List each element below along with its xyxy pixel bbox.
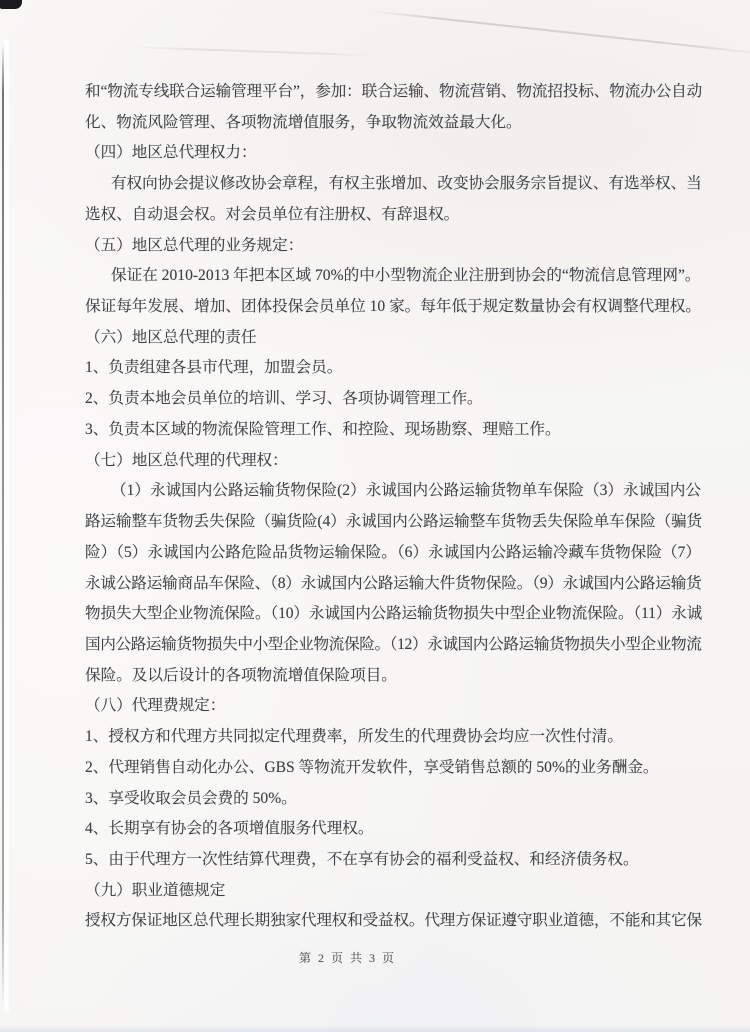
document-line: （五）地区总代理的业务规定： bbox=[85, 236, 304, 254]
document-line: 2、负责本地会员单位的培训、学习、各项协调管理工作。 bbox=[85, 390, 483, 408]
document-line: 授权方保证地区总代理长期独家代理权和受益权。代理方保证遵守职业道德，不能和其它保 bbox=[85, 912, 702, 930]
scan-corner-mark bbox=[0, 0, 22, 9]
document-line: 保证每年发展、增加、团体投保会员单位 10 家。每年低于规定数量协会有权调整代理权。 bbox=[85, 298, 701, 316]
page-footer: 第 2 页 共 3 页 bbox=[299, 951, 395, 965]
document-line: （七）地区总代理的代理权： bbox=[85, 451, 288, 469]
document-line: 险）（5）永诚国内公路危险品货物运输保险。（6）永诚国内公路运输冷藏车货物保险（7） bbox=[85, 543, 701, 561]
document-line: （四）地区总代理权力： bbox=[85, 144, 257, 162]
document-line: 4、长期享有协会的各项增值服务代理权。 bbox=[85, 820, 374, 838]
document-line: 3、享受收取会员会费的 50%。 bbox=[85, 789, 297, 807]
paper-crease-2 bbox=[130, 46, 375, 57]
document-line: 3、负责本区域的物流保险管理工作、和控险、现场勘察、理赔工作。 bbox=[85, 420, 561, 438]
scan-bottom-shadow bbox=[0, 1025, 750, 1032]
scan-edge-line bbox=[2, 44, 4, 1006]
document-line: （六）地区总代理的责任 bbox=[85, 328, 257, 346]
document-line: 路运输整车货物丢失保险（骗货险(4）永诚国内公路运输整车货物丢失保险单车保险（骗货 bbox=[85, 513, 703, 531]
document-line: （八）代理费规定： bbox=[85, 697, 226, 715]
document-body bbox=[85, 77, 702, 937]
paper-crease bbox=[370, 10, 750, 55]
document-line: 有权向协会提议修改协会章程，有权主张增加、改变协会服务宗旨提议、有选举权、当 bbox=[111, 175, 702, 193]
scan-edge-highlight bbox=[4, 40, 9, 1012]
document-line: 永诚公路运输商品车保险、（8）永诚国内公路运输大件货物保险。（9）永诚国内公路运输货 bbox=[85, 574, 702, 592]
document-line: 1、负责组建各县市代理，加盟会员。 bbox=[85, 359, 343, 377]
document-line: 化、物流风险管理、各项物流增值服务，争取物流效益最大化。 bbox=[85, 113, 522, 131]
document-line: （九）职业道德规定 bbox=[85, 881, 226, 899]
document-line: 保险。及以后设计的各项物流增值保险项目。 bbox=[85, 666, 397, 684]
document-line: 和“物流专线联合运输管理平台”，参加：联合运输、物流营销、物流招投标、物流办公自动 bbox=[85, 83, 703, 100]
document-line: 保证在 2010-2013 年把本区域 70%的中小型物流企业注册到协会的“物流信息管理网”。 bbox=[111, 267, 701, 285]
document-line: 国内公路运输货物损失中小型企业物流保险。（12）永诚国内公路运输货物损失小型企业物流 bbox=[85, 635, 702, 653]
document-line: 物损失大型企业物流保险。（10）永诚国内公路运输货物损失中型企业物流保险。（11）永诚 bbox=[85, 605, 703, 623]
document-line: （1）永诚国内公路运输货物保险(2）永诚国内公路运输货物单车保险（3）永诚国内公 bbox=[111, 482, 701, 500]
document-line: 2、代理销售自动化办公、GBS 等物流开发软件，享受销售总额的 50%的业务酬金。 bbox=[85, 758, 659, 776]
document-line: 5、由于代理方一次性结算代理费，不在享有协会的福利受益权、和经济债务权。 bbox=[85, 850, 639, 868]
document-line: 1、授权方和代理方共同拟定代理费率，所发生的代理费协会均应一次性付清。 bbox=[85, 728, 623, 746]
document-line: 选权、自动退会权。对会员单位有注册权、有辞退权。 bbox=[85, 205, 460, 223]
